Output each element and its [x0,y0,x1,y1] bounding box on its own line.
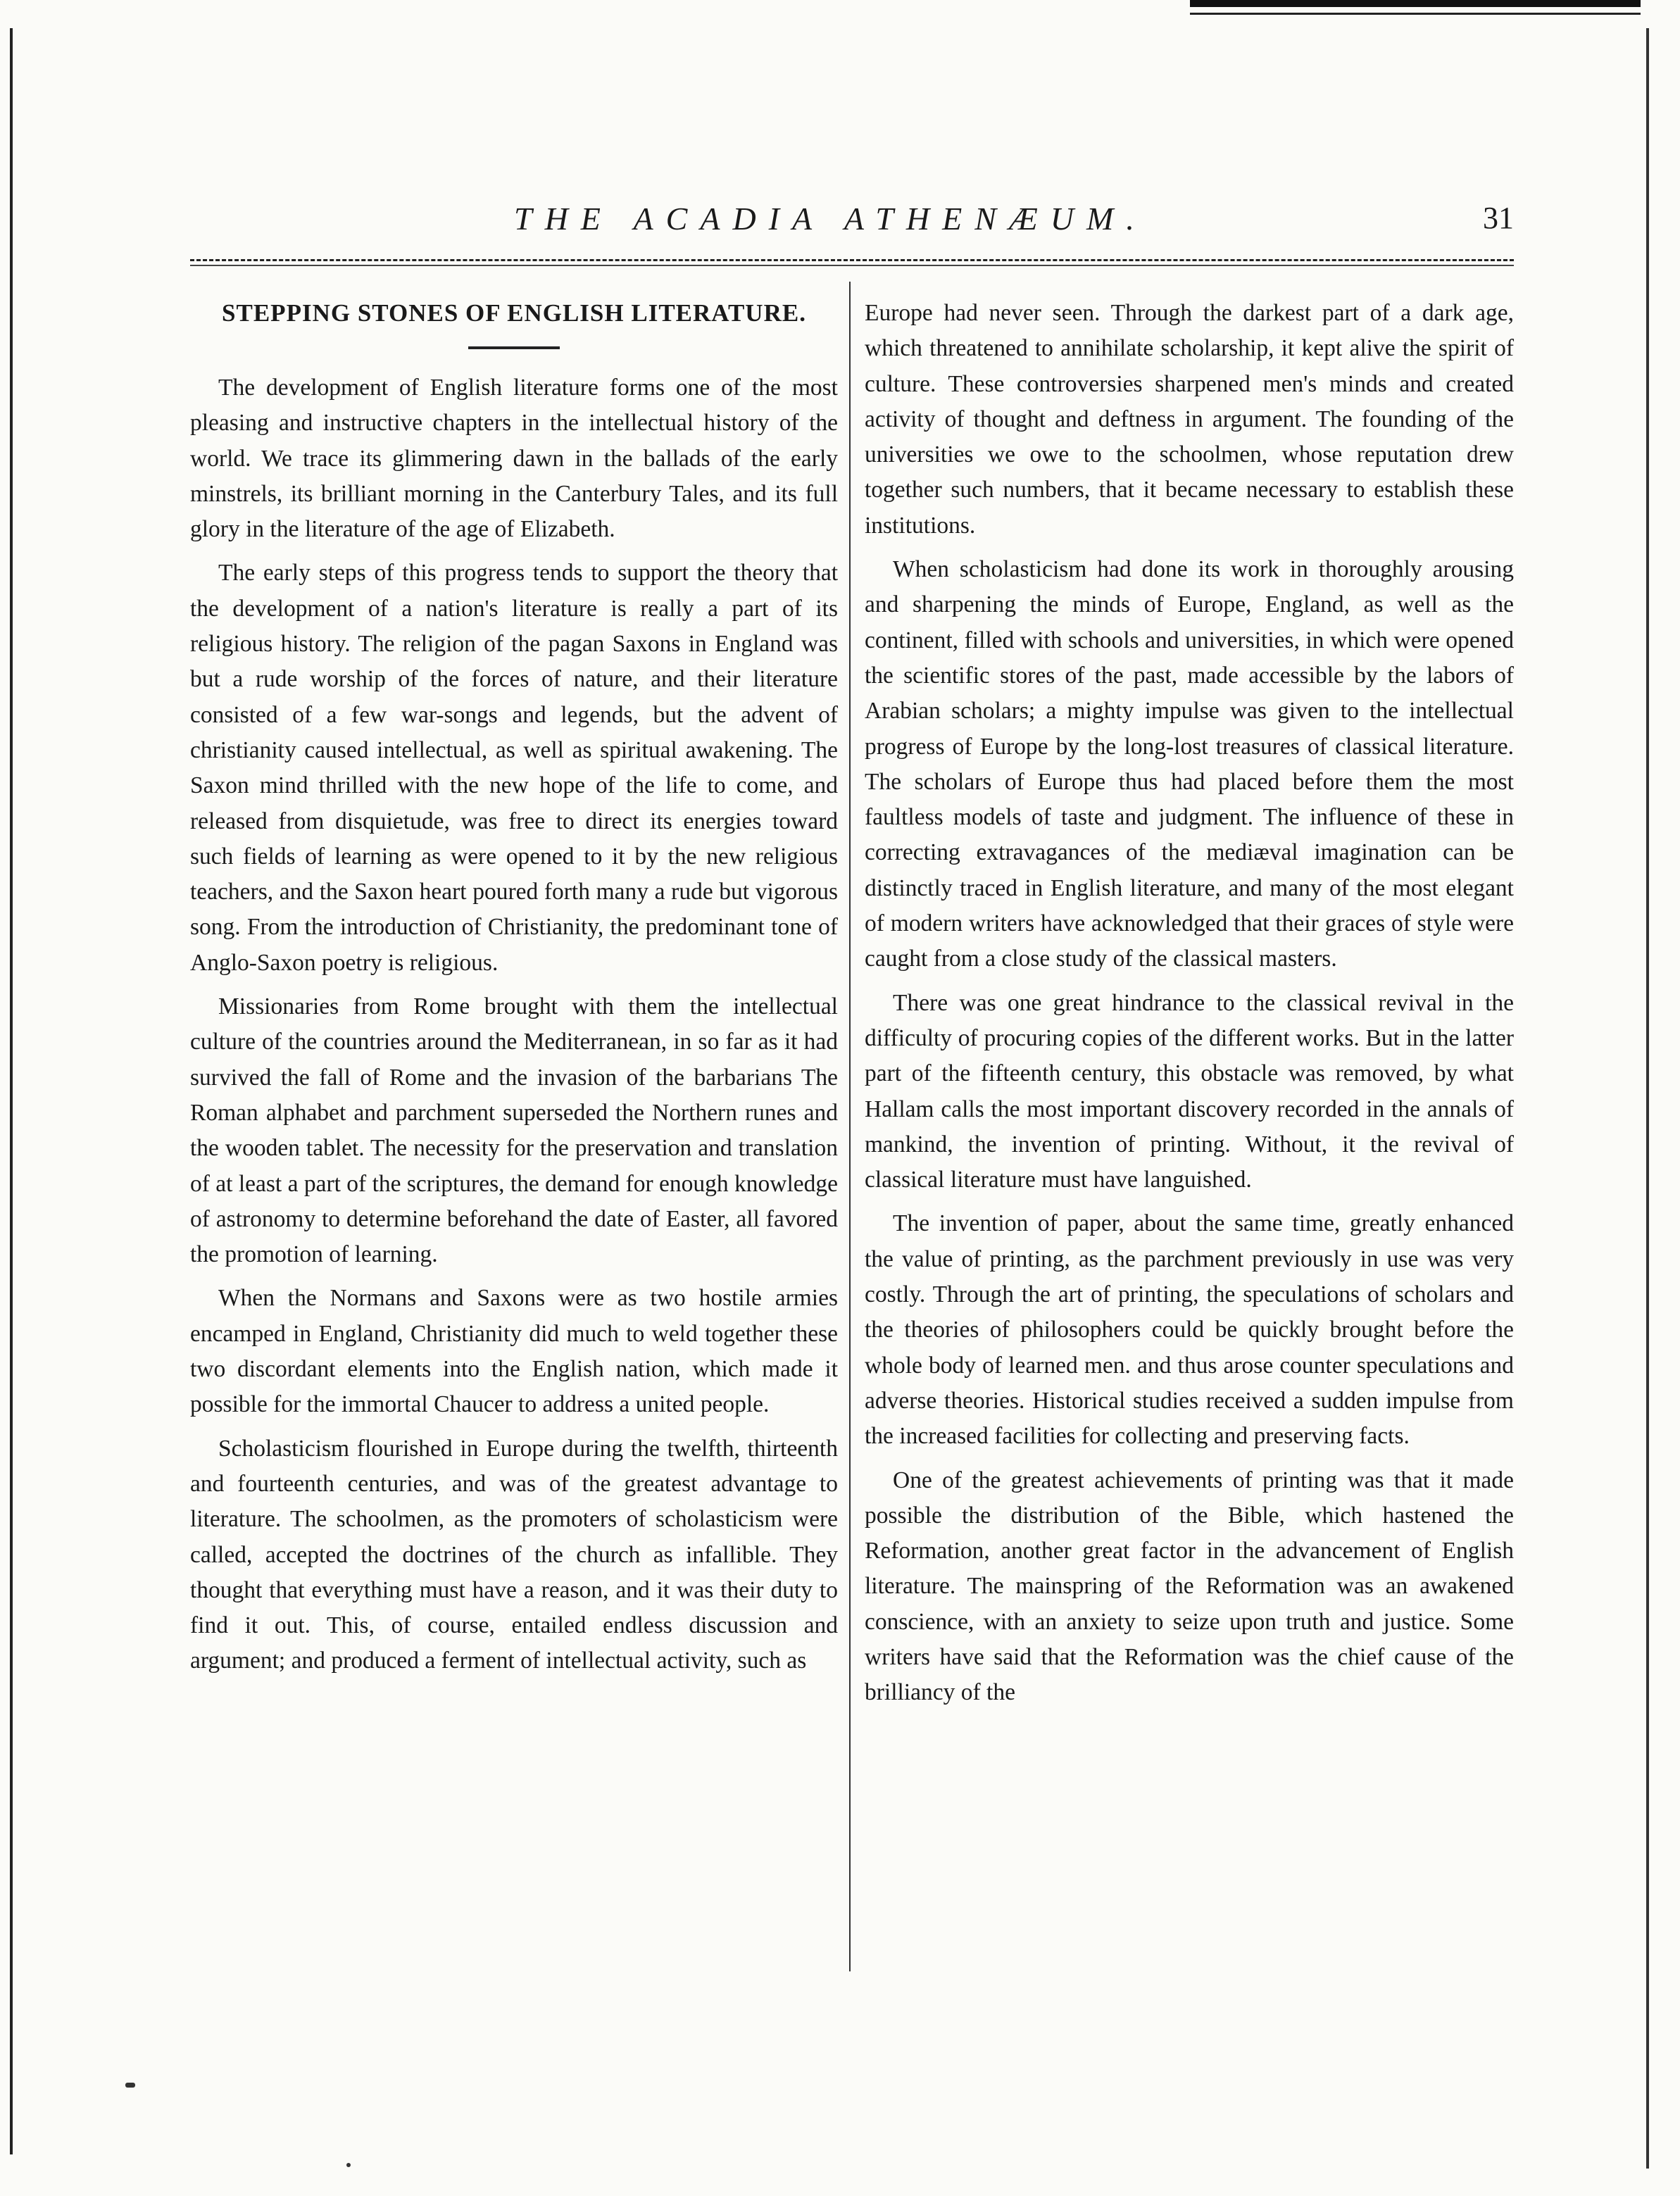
paragraph: The development of English literature forms one of the most pleasing and instructive chapters in the intellectual history of the world. We trace its glimmering dawn in the ballads of the early minstrels, its brilliant morning in the Canterbury Tales, and its full glory in the literature of the age of Elizabeth. [190,375,838,543]
top-rule [1190,0,1641,7]
ink-smudge [125,2083,135,2088]
paragraph: Scholasticism flourished in Europe during the twelfth, thirteenth and fourteenth centuries, and was of the greatest advantage to literature. The schoolmen, as the promoters of scholasticism were called, accepted the doctrines of the church as infallible. They thought that everything must have a reason, and it was their duty to find it out. This, of course, entailed endless discussion and argument; and produced a ferment of intellectual activity, such as [190,1435,838,1674]
ink-speck [346,2163,351,2167]
paragraph-continuation: Europe had never seen. Through the darkest part of a dark age, which threatened to annihilate scholarship, it kept alive the spirit of culture. These controversies sharpened men's minds and created activity of thought and deftness in argument. The founding of the universities we owe to the schoolmen, whose reputation drew together such numbers, that it became necessary to establish these institutions. [865,300,1514,539]
header-rule [190,259,1514,261]
scan-edge-right [1646,28,1649,2169]
article-title: STEPPING STONES OF ENGLISH LITERATURE. [222,299,806,327]
paragraph: When scholasticism had done its work in thoroughly arousing and sharpening the minds of Europe, England, as well as the continent, filled with schools and universities, in which were opened the scientific stores of the past, made accessible by the labors of Arabian scholars; a mighty impulse was given to the intellectual progress of Europe by the long-lost treasures of classical literature. The scholars of Europe thus had placed before them the most faultless models of taste and judgment. The influence of these in correcting extravagances of the mediæval imagination can be distinctly traced in English literature, and many of the most elegant of modern writers have acknowledged that their graces of style were caught from a close study of the classical masters. [865,556,1514,972]
journal-title: THE ACADIA ATHENÆUM. [514,201,1147,237]
paragraph: Missionaries from Rome brought with them the intellectual culture of the countries around the Mediterranean, in so far as it had survived the fall of Rome and the invasion of the barbarians The Roman alphabet and parchment superseded the Northern runes and the wooden tablet. The necessity for the preservation and translation of at least a part of the scriptures, the demand for enough knowledge of astronomy to determine beforehand the date of Easter, all favored the promotion of learning. [190,993,839,1268]
right-column [865,296,1514,1719]
page-number: 31 [1483,201,1514,235]
scan-edge-left [10,28,13,2154]
column-divider [849,282,851,1971]
running-head [190,200,1514,242]
paragraph: There was one great hindrance to the classical revival in the difficulty of procuring copies of the different works. But in the latter part of the fifteenth century, this obstacle was removed, by what Hallam calls the most important discovery recorded in the annals of mankind, the invention of printing. Without, it the revival of classical literature must have languished. [865,989,1514,1193]
header-rule-solid [190,265,1514,266]
paragraph: One of the greatest achievements of printing was that it made possible the distribution of the Bible, which hastened the Reformation, another great factor in the advancement of English literature. The mainspring of the Reformation was an awakened conscience, with an anxiety to seize upon truth and justice. Some writers have said that the Reformation was the chief cause of the brilliancy of the [865,1467,1514,1706]
paragraph: The invention of paper, about the same time, greatly enhanced the value of printing, as the parchment previously in use was very costly. Through the art of printing, the speculations of scholars and the theories of philosophers could be quickly brought before the whole body of learned men. and thus arose counter speculations and adverse theories. Historical studies received a sudden impulse from the increased facilities for collecting and preserving facts. [865,1210,1514,1450]
top-rule-thin [1190,13,1641,15]
left-column [190,296,838,1688]
title-rule [468,346,560,349]
paragraph: When the Normans and Saxons were as two hostile armies encamped in England, Christianity did much to weld together these two discordant elements into the English nation, which made it possible for the immortal Chaucer to address a united people. [190,1285,838,1418]
paragraph: The early steps of this progress tends to support the theory that the development of a nation's literature is really a part of its religious history. The religion of the pagan Saxons in England was but a rude worship of the forces of nature, and their literature consisted of a few war-songs and legends, but the advent of christianity caused intellectual, as well as spiritual awakening. The Saxon mind thrilled with the new hope of the life to come, and released from disquietude, was free to direct its energies toward such fields of learning as were opened to it by the new religious teachers, and the Saxon heart poured forth many a rude but vigorous song. From the introduction of Christianity, the predominant tone of Anglo-Saxon poetry is religious. [190,560,838,976]
